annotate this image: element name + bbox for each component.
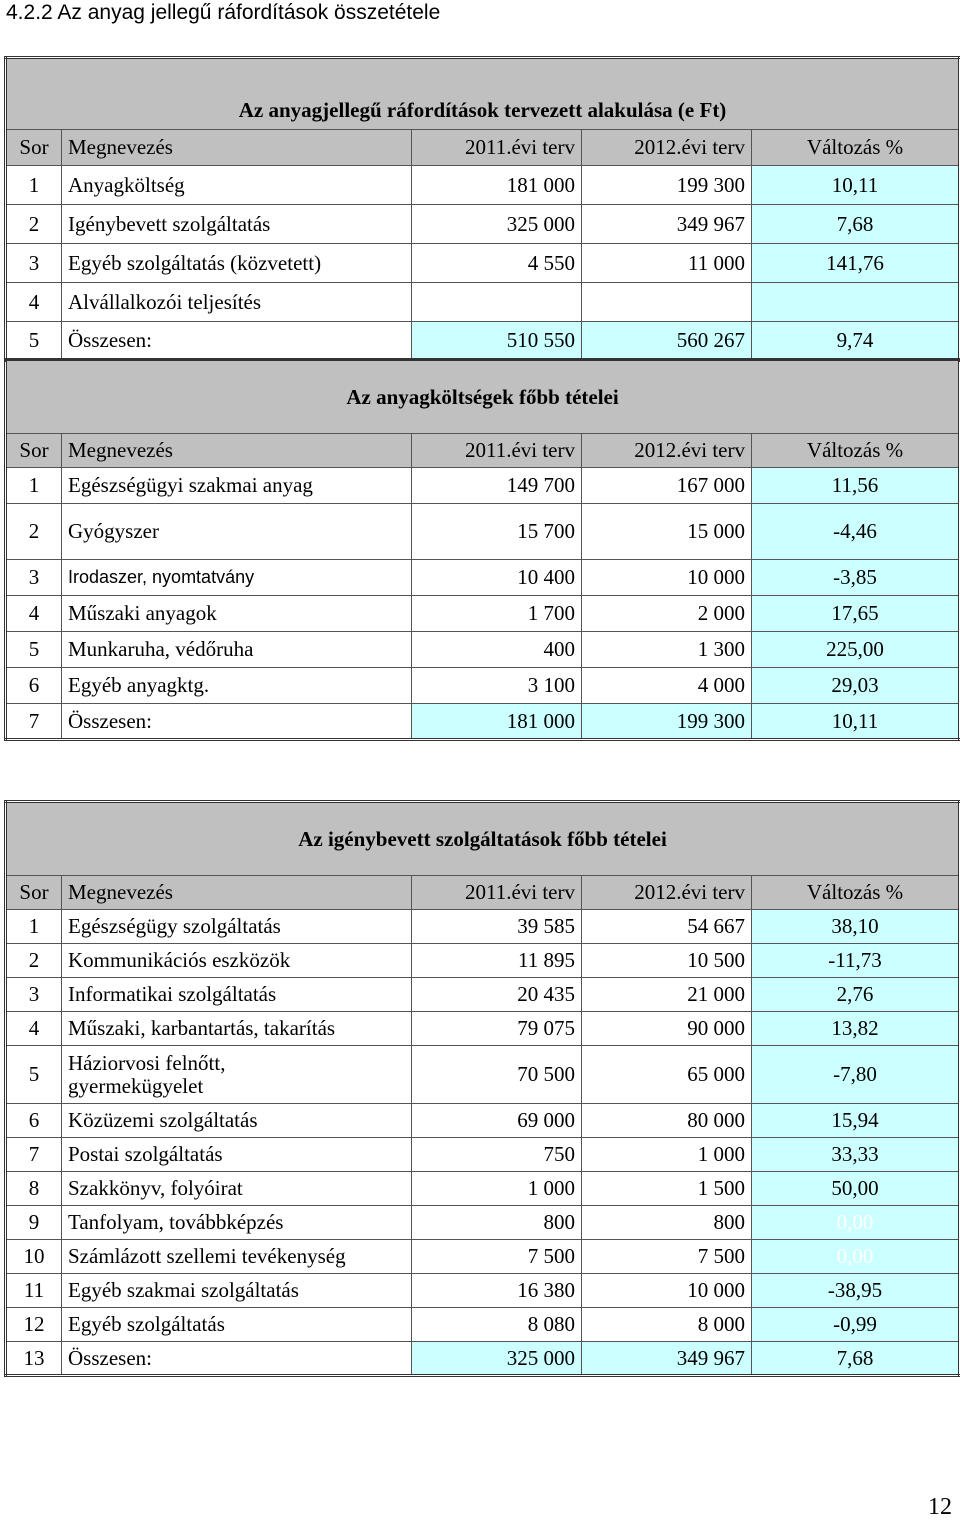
table-row [6, 1138, 960, 1172]
cell-change: 13,82 [752, 1012, 960, 1046]
cell-2011: 1 000 [412, 1172, 582, 1206]
page-number: 12 [928, 1494, 952, 1520]
cell-2012: 349 967 [582, 1342, 752, 1376]
cell-2012: 80 000 [582, 1104, 752, 1138]
cell-2011: 15 700 [412, 504, 582, 560]
table-material-cost-items [4, 358, 960, 741]
table-row [6, 668, 960, 704]
cell-2012: 11 000 [582, 244, 752, 283]
col-header-2011: 2011.évi terv [412, 876, 582, 910]
col-header-megnevezes: Megnevezés [62, 434, 412, 468]
cell-no: 11 [6, 1274, 62, 1308]
cell-2011: 8 080 [412, 1308, 582, 1342]
table-row [6, 166, 960, 205]
cell-no: 5 [6, 322, 62, 361]
cell-change: 225,00 [752, 632, 960, 668]
col-header-megnevezes: Megnevezés [62, 876, 412, 910]
table-row-total [6, 704, 960, 740]
cell-2011: 400 [412, 632, 582, 668]
table-row [6, 1172, 960, 1206]
cell-change: 7,68 [752, 1342, 960, 1376]
cell-name: Összesen: [62, 704, 412, 740]
col-header-megnevezes: Megnevezés [62, 130, 412, 166]
cell-2012: 349 967 [582, 205, 752, 244]
table-row [6, 910, 960, 944]
cell-no: 6 [6, 668, 62, 704]
cell-no: 1 [6, 910, 62, 944]
cell-no: 5 [6, 632, 62, 668]
cell-name: Kommunikációs eszközök [62, 944, 412, 978]
cell-no: 3 [6, 560, 62, 596]
table-row [6, 978, 960, 1012]
cell-2011 [412, 283, 582, 322]
table-row [6, 283, 960, 322]
col-header-sor: Sor [6, 130, 62, 166]
cell-name: Összesen: [62, 322, 412, 361]
cell-2012: 167 000 [582, 468, 752, 504]
cell-change: 11,56 [752, 468, 960, 504]
table-row [6, 1012, 960, 1046]
cell-no: 2 [6, 205, 62, 244]
cell-name: Tanfolyam, továbbképzés [62, 1206, 412, 1240]
cell-change: -11,73 [752, 944, 960, 978]
table-row [6, 560, 960, 596]
cell-no: 9 [6, 1206, 62, 1240]
table-row [6, 1274, 960, 1308]
col-header-sor: Sor [6, 876, 62, 910]
cell-change: 38,10 [752, 910, 960, 944]
cell-change: -4,46 [752, 504, 960, 560]
cell-2012: 4 000 [582, 668, 752, 704]
cell-2012 [582, 283, 752, 322]
cell-change: 50,00 [752, 1172, 960, 1206]
cell-change: 17,65 [752, 596, 960, 632]
cell-2011: 79 075 [412, 1012, 582, 1046]
cell-no: 3 [6, 244, 62, 283]
cell-name: Egyéb anyagktg. [62, 668, 412, 704]
table-row [6, 1046, 960, 1104]
cell-name: Közüzemi szolgáltatás [62, 1104, 412, 1138]
cell-no: 1 [6, 166, 62, 205]
cell-no: 13 [6, 1342, 62, 1376]
cell-name: Egészségügyi szakmai anyag [62, 468, 412, 504]
cell-no: 12 [6, 1308, 62, 1342]
cell-2011: 750 [412, 1138, 582, 1172]
col-header-2012: 2012.évi terv [582, 876, 752, 910]
col-header-sor: Sor [6, 434, 62, 468]
table-title: Az anyagjellegű ráfordítások tervezett alakulása (e Ft) [6, 58, 960, 130]
table-row [6, 504, 960, 560]
cell-2011: 4 550 [412, 244, 582, 283]
col-header-2012: 2012.évi terv [582, 130, 752, 166]
cell-change: -3,85 [752, 560, 960, 596]
cell-name: Egyéb szakmai szolgáltatás [62, 1274, 412, 1308]
cell-2012: 2 000 [582, 596, 752, 632]
cell-2012: 15 000 [582, 504, 752, 560]
cell-no: 2 [6, 944, 62, 978]
cell-no: 1 [6, 468, 62, 504]
cell-2011: 800 [412, 1206, 582, 1240]
cell-name: Postai szolgáltatás [62, 1138, 412, 1172]
cell-name: Irodaszer, nyomtatvány [62, 560, 412, 596]
cell-change: -38,95 [752, 1274, 960, 1308]
cell-change: -0,99 [752, 1308, 960, 1342]
table-row [6, 1206, 960, 1240]
cell-name: Számlázott szellemi tevékenység [62, 1240, 412, 1274]
cell-change: 33,33 [752, 1138, 960, 1172]
cell-name: Műszaki, karbantartás, takarítás [62, 1012, 412, 1046]
cell-2011: 11 895 [412, 944, 582, 978]
table-row-total [6, 322, 960, 361]
table-row [6, 205, 960, 244]
cell-2012: 65 000 [582, 1046, 752, 1104]
cell-2012: 199 300 [582, 166, 752, 205]
table-row [6, 632, 960, 668]
cell-2011: 7 500 [412, 1240, 582, 1274]
cell-name: Egészségügy szolgáltatás [62, 910, 412, 944]
cell-name: Háziorvosi felnőtt, gyermekügyelet [62, 1046, 412, 1104]
col-header-2011: 2011.évi terv [412, 130, 582, 166]
col-header-valtozas: Változás % [752, 876, 960, 910]
cell-change [752, 283, 960, 322]
cell-change: 10,11 [752, 166, 960, 205]
col-header-valtozas: Változás % [752, 434, 960, 468]
cell-name: Egyéb szolgáltatás [62, 1308, 412, 1342]
cell-2011: 510 550 [412, 322, 582, 361]
cell-2011: 16 380 [412, 1274, 582, 1308]
cell-2011: 3 100 [412, 668, 582, 704]
cell-name: Egyéb szolgáltatás (közvetett) [62, 244, 412, 283]
cell-2012: 1 500 [582, 1172, 752, 1206]
cell-2011: 20 435 [412, 978, 582, 1012]
section-heading: 4.2.2 Az anyag jellegű ráfordítások összetétele [6, 1, 441, 24]
cell-2012: 21 000 [582, 978, 752, 1012]
cell-no: 4 [6, 283, 62, 322]
cell-2011: 325 000 [412, 205, 582, 244]
cell-no: 10 [6, 1240, 62, 1274]
cell-name: Összesen: [62, 1342, 412, 1376]
col-header-valtozas: Változás % [752, 130, 960, 166]
cell-2011: 70 500 [412, 1046, 582, 1104]
cell-no: 8 [6, 1172, 62, 1206]
cell-2011: 1 700 [412, 596, 582, 632]
cell-no: 3 [6, 978, 62, 1012]
cell-2012: 10 500 [582, 944, 752, 978]
cell-name: Alvállalkozói teljesítés [62, 283, 412, 322]
cell-change: 2,76 [752, 978, 960, 1012]
cell-2011: 181 000 [412, 166, 582, 205]
cell-no: 4 [6, 596, 62, 632]
table-row [6, 1104, 960, 1138]
cell-change: 15,94 [752, 1104, 960, 1138]
table-row [6, 468, 960, 504]
table-row [6, 596, 960, 632]
cell-2012: 1 300 [582, 632, 752, 668]
cell-change: 10,11 [752, 704, 960, 740]
cell-no: 7 [6, 704, 62, 740]
cell-change: 9,74 [752, 322, 960, 361]
table-title: Az anyagköltségek főbb tételei [6, 360, 960, 434]
cell-name: Anyagköltség [62, 166, 412, 205]
table-title: Az igénybevett szolgáltatások főbb tételei [6, 802, 960, 876]
cell-2011: 69 000 [412, 1104, 582, 1138]
cell-2012: 7 500 [582, 1240, 752, 1274]
cell-no: 6 [6, 1104, 62, 1138]
table-services-items [4, 800, 960, 1377]
table-material-costs-overview [4, 56, 960, 362]
cell-2012: 54 667 [582, 910, 752, 944]
cell-change: 0,00 [752, 1206, 960, 1240]
cell-2012: 90 000 [582, 1012, 752, 1046]
cell-2011: 181 000 [412, 704, 582, 740]
cell-name: Szakkönyv, folyóirat [62, 1172, 412, 1206]
cell-2012: 199 300 [582, 704, 752, 740]
table-row-total [6, 1342, 960, 1376]
table-row [6, 244, 960, 283]
cell-change: 7,68 [752, 205, 960, 244]
cell-no: 2 [6, 504, 62, 560]
table-row [6, 1240, 960, 1274]
table-row [6, 1308, 960, 1342]
cell-2011: 39 585 [412, 910, 582, 944]
cell-change: 0,00 [752, 1240, 960, 1274]
cell-change: -7,80 [752, 1046, 960, 1104]
cell-name: Gyógyszer [62, 504, 412, 560]
cell-change: 29,03 [752, 668, 960, 704]
cell-2011: 149 700 [412, 468, 582, 504]
cell-name: Igénybevett szolgáltatás [62, 205, 412, 244]
table-row [6, 944, 960, 978]
cell-2012: 800 [582, 1206, 752, 1240]
cell-2011: 325 000 [412, 1342, 582, 1376]
cell-no: 5 [6, 1046, 62, 1104]
cell-2012: 10 000 [582, 1274, 752, 1308]
cell-2011: 10 400 [412, 560, 582, 596]
cell-2012: 8 000 [582, 1308, 752, 1342]
cell-2012: 10 000 [582, 560, 752, 596]
cell-2012: 560 267 [582, 322, 752, 361]
cell-no: 4 [6, 1012, 62, 1046]
cell-name: Informatikai szolgáltatás [62, 978, 412, 1012]
cell-name: Műszaki anyagok [62, 596, 412, 632]
col-header-2012: 2012.évi terv [582, 434, 752, 468]
cell-name: Munkaruha, védőruha [62, 632, 412, 668]
cell-no: 7 [6, 1138, 62, 1172]
cell-change: 141,76 [752, 244, 960, 283]
col-header-2011: 2011.évi terv [412, 434, 582, 468]
cell-2012: 1 000 [582, 1138, 752, 1172]
